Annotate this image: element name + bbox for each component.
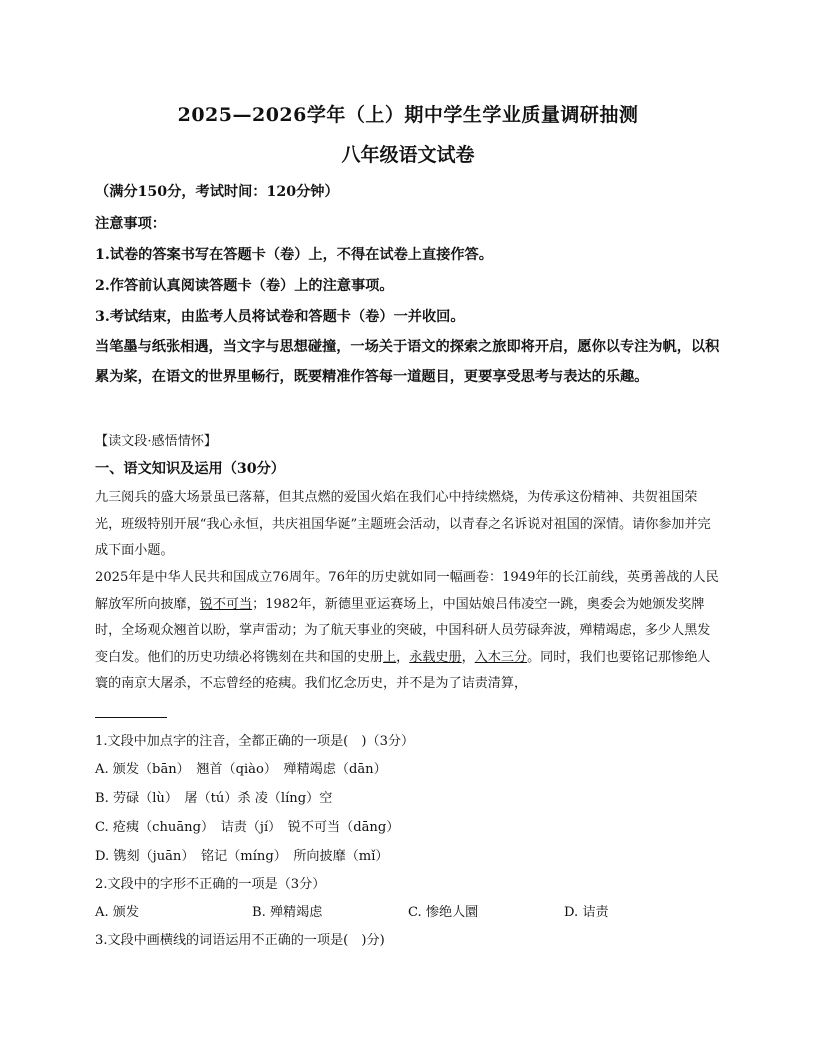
underlined-phrase: 入木三分: [474, 649, 528, 665]
section-label: 【读文段·感悟情怀】: [95, 434, 218, 449]
passage-paragraph-2: [95, 565, 721, 698]
passage-text: ；1982年，新德里亚运赛场上，中国姑娘吕伟凌空一跳，奥委会为她颁发奖牌时，全场观众翘首以盼，掌声雷动；为了航天事业的突破，中国科研人员劳碌奔波，殚精竭虑，多少人黑发变白发。他们的历史功绩必将镌刻在共和国的史册: [95, 596, 711, 665]
passage-text: ，: [461, 649, 475, 665]
underlined-phrase: 上: [383, 649, 397, 665]
section-title: 一、语文知识及运用（30分）: [95, 461, 285, 477]
question-2-option-d: D. 诘责: [564, 905, 609, 920]
score-time-note: （满分150分，考试时间：120分钟）: [95, 184, 339, 200]
underlined-phrase: 锐不可当: [199, 596, 253, 612]
notice-item: 1.试卷的答案书写在答题卡（卷）上，不得在试卷上直接作答。: [95, 247, 493, 263]
notice-item: 2.作答前认真阅读答题卡（卷）上的注意事项。: [95, 278, 394, 294]
question-1-option-c: C. 疮痍（chuāng） 诘责（jí） 锐不可当（dāng）: [95, 820, 400, 835]
question-1-option-b: B. 劳碌（lù） 屠（tú）杀 凌（líng）空: [95, 791, 333, 806]
exam-title: 2025—2026学年（上）期中学生学业质量调研抽测: [177, 104, 639, 126]
question-1-option-d: D. 镌刻（juān） 铭记（míng） 所向披靡（mǐ）: [95, 849, 389, 864]
question-1-option-a: A. 颁发（bān） 翘首（qiào） 殚精竭虑（dān）: [95, 762, 387, 777]
passage-text: 2025年是中华人民共和国成立76周年。76年的历史就如同一幅画卷：1949年的长江前线，英勇善战的人民解放军所向披靡，: [95, 570, 719, 612]
passage-text: 。同时，我们也要铭记那惨绝人寰的南京大屠杀，不忘曾经的疮痍。我们忆念历史，并不是为了诘责清算，: [95, 649, 711, 691]
question-2-option-c: C. 惨绝人圜: [408, 905, 479, 920]
passage-text: ，: [396, 649, 410, 665]
footnote-divider: [95, 717, 167, 718]
question-2-stem: 2.文段中的字形不正确的一项是（3分）: [95, 877, 326, 892]
notice-item: 3.考试结束，由监考人员将试卷和答题卡（卷）一并收回。: [95, 309, 465, 325]
question-2-option-a: A. 颁发: [95, 905, 139, 920]
question-3-stem: 3.文段中画横线的词语运用不正确的一项是( )分): [95, 933, 385, 948]
notices-heading: 注意事项：: [95, 216, 166, 232]
question-1-stem: 1.文段中加点字的注音，全都正确的一项是( )（3分）: [95, 734, 415, 749]
underlined-phrase: 永载史册: [409, 649, 462, 665]
intro-paragraph: 当笔墨与纸张相遇，当文字与思想碰撞，一场关于语文的探索之旅即将开启，愿你以专注为帆，以积累为桨，在语文的世界里畅行，既要精准作答每一道题目，更要享受思考与表达的乐趣。: [95, 339, 720, 385]
passage-paragraph-1: 九三阅兵的盛大场景虽已落幕，但其点燃的爱国火焰在我们心中持续燃烧，为传承这份精神、共贺祖国荣光，班级特别开展“我心永恒，共庆祖国华诞”主题班会活动，以青春之名诉说对祖国的深情。请你参加并完成下面小题。: [95, 490, 711, 558]
exam-subtitle: 八年级语文试卷: [341, 144, 475, 166]
question-2-option-b: B. 殚精竭虑: [252, 905, 323, 920]
